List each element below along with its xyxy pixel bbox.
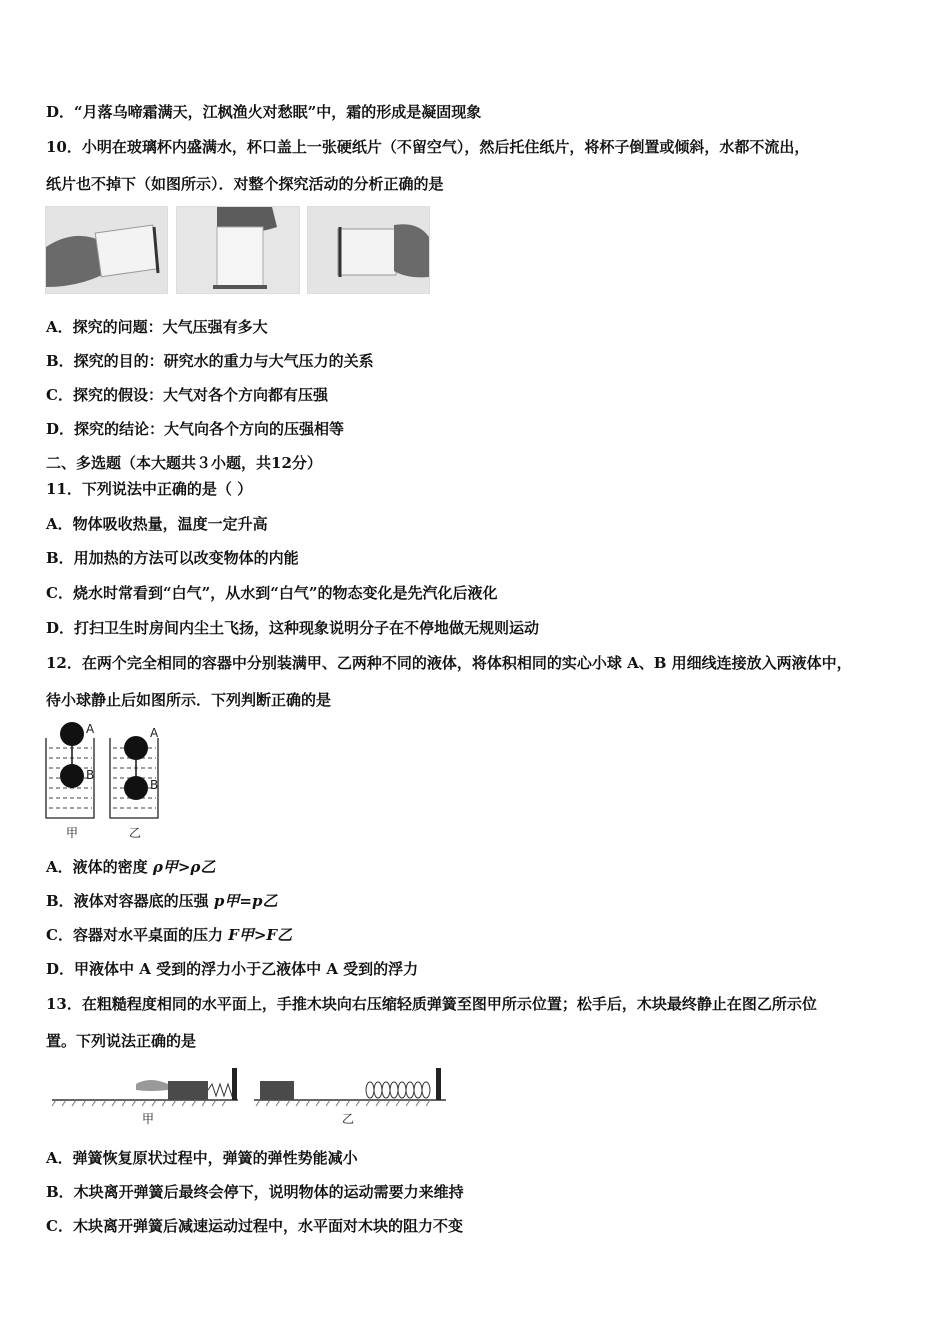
ball-label-a-right: A — [150, 726, 159, 740]
cup-inverted-photo — [177, 207, 299, 293]
q11-stem: 11．下列说法中正确的是（ ） — [46, 480, 253, 498]
q12-option-c-formula: F甲>F乙 — [228, 926, 293, 944]
q12-containers-figure — [44, 718, 174, 842]
container-label-yi: 乙 — [129, 826, 142, 840]
q10-option-a: A．探究的问题：大气压强有多大 — [46, 318, 268, 336]
q12-option-a-text: A．液体的密度 — [46, 858, 153, 876]
q12-stem-line2: 待小球静止后如图所示．下列判断正确的是 — [46, 691, 332, 709]
cup-tilted-photo — [46, 207, 167, 293]
section-header-multiple-choice: 二、多选题（本大题共３小题，共12分） — [46, 454, 322, 472]
container-label-jia: 甲 — [66, 826, 79, 840]
q13-option-c: C．木块离开弹簧后减速运动过程中，水平面对木块的阻力不变 — [46, 1217, 463, 1235]
spring-block-diagram — [50, 1064, 450, 1112]
q12-option-a-formula: ρ甲>ρ乙 — [152, 858, 216, 876]
figure-label-yi: 乙 — [342, 1112, 355, 1126]
q13-option-b: B．木块离开弹簧后最终会停下，说明物体的运动需要力来维持 — [46, 1183, 464, 1201]
q13-option-a: A．弹簧恢复原状过程中，弹簧的弹性势能减小 — [46, 1149, 358, 1167]
q13-stem-line2: 置。下列说法正确的是 — [46, 1032, 197, 1050]
q13-stem-line1: 13．在粗糙程度相同的水平面上，手推木块向右压缩轻质弹簧至图甲所示位置；松手后，木块最终静止在图乙所示位 — [46, 995, 817, 1013]
q10-photo-2 — [176, 206, 300, 294]
q12-option-a — [46, 857, 916, 877]
q13-spring-figure — [50, 1064, 450, 1126]
q11-option-a: A．物体吸收热量，温度一定升高 — [46, 515, 268, 533]
ball-b-right — [124, 776, 148, 800]
q12-option-b — [46, 891, 916, 911]
q12-option-d: D．甲液体中 A 受到的浮力小于乙液体中 A 受到的浮力 — [46, 960, 419, 978]
ball-label-b-right: B — [150, 778, 159, 792]
q10-photo-1 — [45, 206, 168, 294]
q11-option-d: D．打扫卫生时房间内尘土飞扬，这种现象说明分子在不停地做无规则运动 — [46, 619, 540, 637]
q12-option-c — [46, 925, 916, 945]
q10-option-c: C．探究的假设：大气对各个方向都有压强 — [46, 386, 328, 404]
q11-option-b: B．用加热的方法可以改变物体的内能 — [46, 549, 299, 567]
q10-stem-line1: 10．小明在玻璃杯内盛满水，杯口盖上一张硬纸片（不留空气），然后托住纸片，将杯子倒置或倾斜，水都不流出， — [46, 138, 810, 156]
q12-option-b-text: B．液体对容器底的压强 — [46, 892, 214, 910]
ball-label-b-left: B — [86, 768, 95, 782]
q11-option-c: C．烧水时常看到“白气”，从水到“白气”的物态变化是先汽化后液化 — [46, 584, 498, 602]
ball-a-left — [60, 722, 84, 746]
q10-stem-line2: 纸片也不掉下（如图所示）．对整个探究活动的分析正确的是 — [46, 175, 444, 193]
figure-label-jia: 甲 — [142, 1112, 155, 1126]
ball-a-right — [124, 736, 148, 760]
q12-option-b-formula: p甲=p乙 — [213, 892, 278, 910]
q9-option-d: D．“月落乌啼霜满天，江枫渔火对愁眠”中，霜的形成是凝固现象 — [46, 103, 482, 121]
ball-b-left — [60, 764, 84, 788]
q12-option-c-text: C．容器对水平桌面的压力 — [46, 926, 229, 944]
q12-stem-line1: 12．在两个完全相同的容器中分别装满甲、乙两种不同的液体，将体积相同的实心小球 A、B 用细线连接放入两液体中， — [46, 654, 852, 672]
q10-photo-3 — [307, 206, 430, 294]
ball-label-a-left: A — [86, 722, 95, 736]
q10-option-b: B．探究的目的：研究水的重力与大气压力的关系 — [46, 352, 374, 370]
q10-option-d: D．探究的结论：大气向各个方向的压强相等 — [46, 420, 345, 438]
cup-sideways-photo — [308, 207, 429, 293]
